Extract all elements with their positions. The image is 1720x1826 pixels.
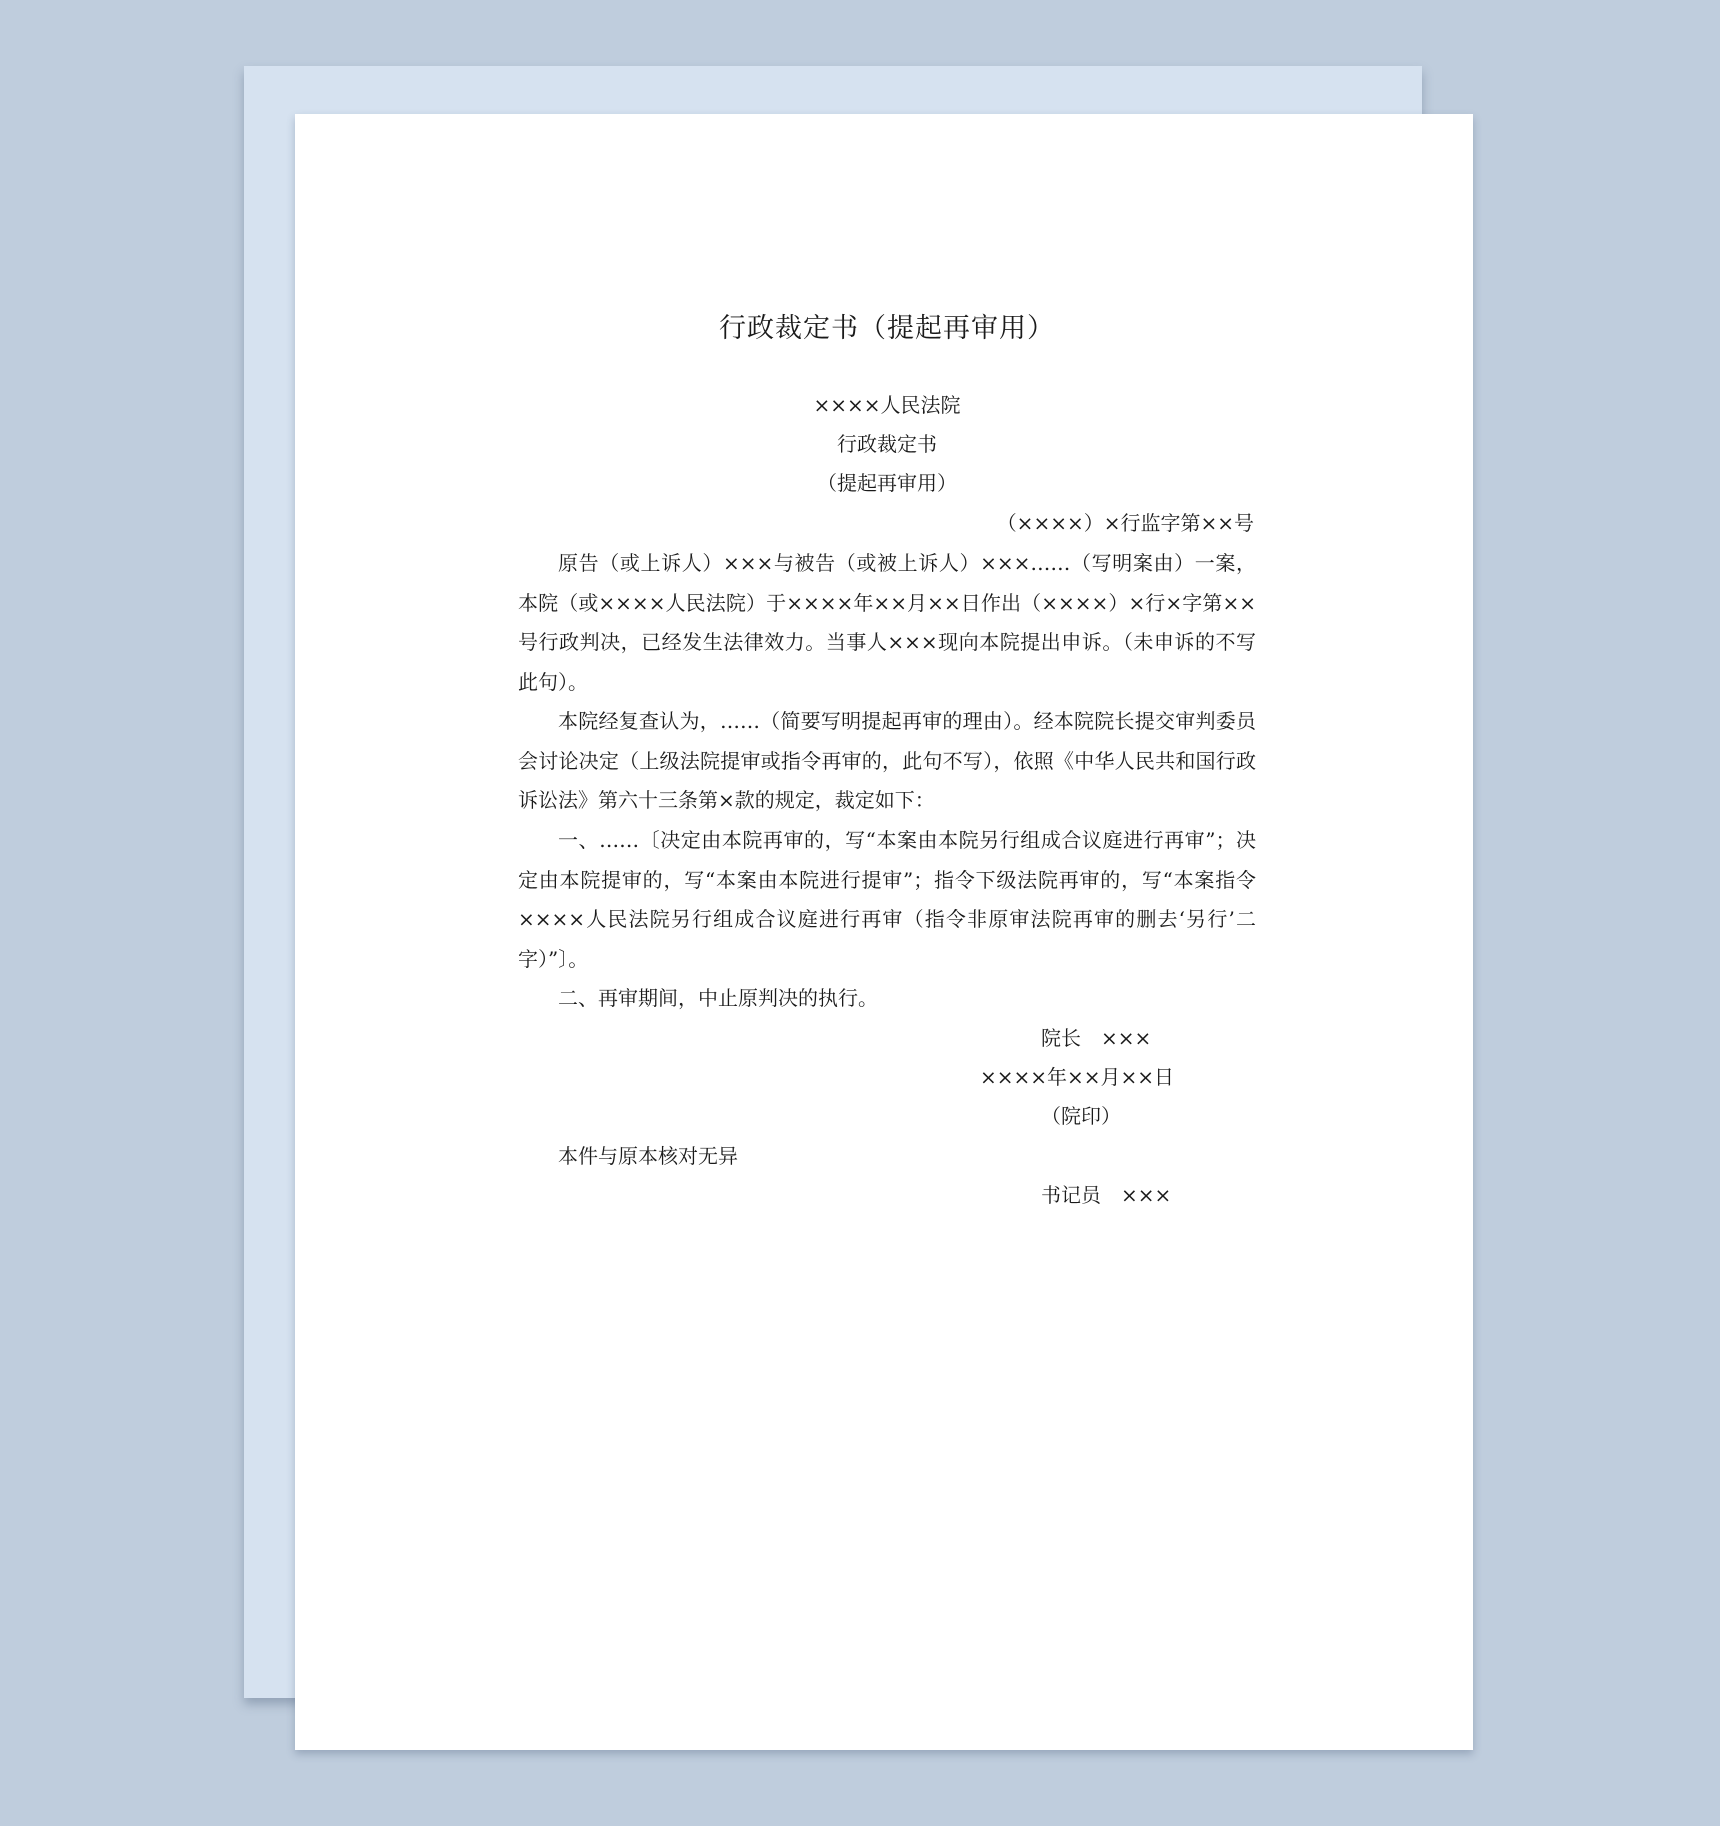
document-subtitle: （提起再审用） (817, 471, 957, 495)
clerk-signature: 书记员 ××× (1041, 1183, 1172, 1207)
paragraph-review-reasons: 本院经复查认为，……（简要写明提起再审的理由）。经本院院长提交审判委员会讨论决定（上级法院提审或指令再审的，此句不写），依照《中华人民共和国行政诉讼法》第六十三条第×款的规定，裁定如下： (518, 709, 1256, 812)
court-seal: （院印） (1041, 1104, 1121, 1128)
president-signature: 院长 ××× (1041, 1026, 1152, 1050)
paragraph-ruling-one: 一、……〔决定由本院再审的，写“本案由本院另行组成合议庭进行再审”；决定由本院提审的，写“本案由本院进行提审”；指令下级法院再审的，写“本案指令××××人民法院另行组成合议庭进行再审（指令非原审法院再审的删去‘另行’二字）”〕。 (518, 828, 1256, 971)
case-number: （××××）×行监字第××号 (996, 511, 1254, 535)
paragraph-ruling-two: 二、再审期间，中止原判决的执行。 (558, 986, 878, 1010)
document-page (295, 114, 1473, 1750)
document-type: 行政裁定书 (837, 432, 937, 456)
court-name: ××××人民法院 (813, 393, 961, 417)
verification-note: 本件与原本核对无异 (558, 1144, 738, 1168)
paragraph-case-facts: 原告（或上诉人）×××与被告（或被上诉人）×××……（写明案由）一案，本院（或××××人民法院）于××××年××月××日作出（××××）×行×字第××号行政判决，已经发生法律效力。当事人×××现向本院提出申诉。（未申诉的不写此句）。 (518, 551, 1256, 694)
document-title: 行政裁定书（提起再审用） (719, 313, 1055, 344)
signing-date: ××××年××月××日 (980, 1065, 1175, 1089)
